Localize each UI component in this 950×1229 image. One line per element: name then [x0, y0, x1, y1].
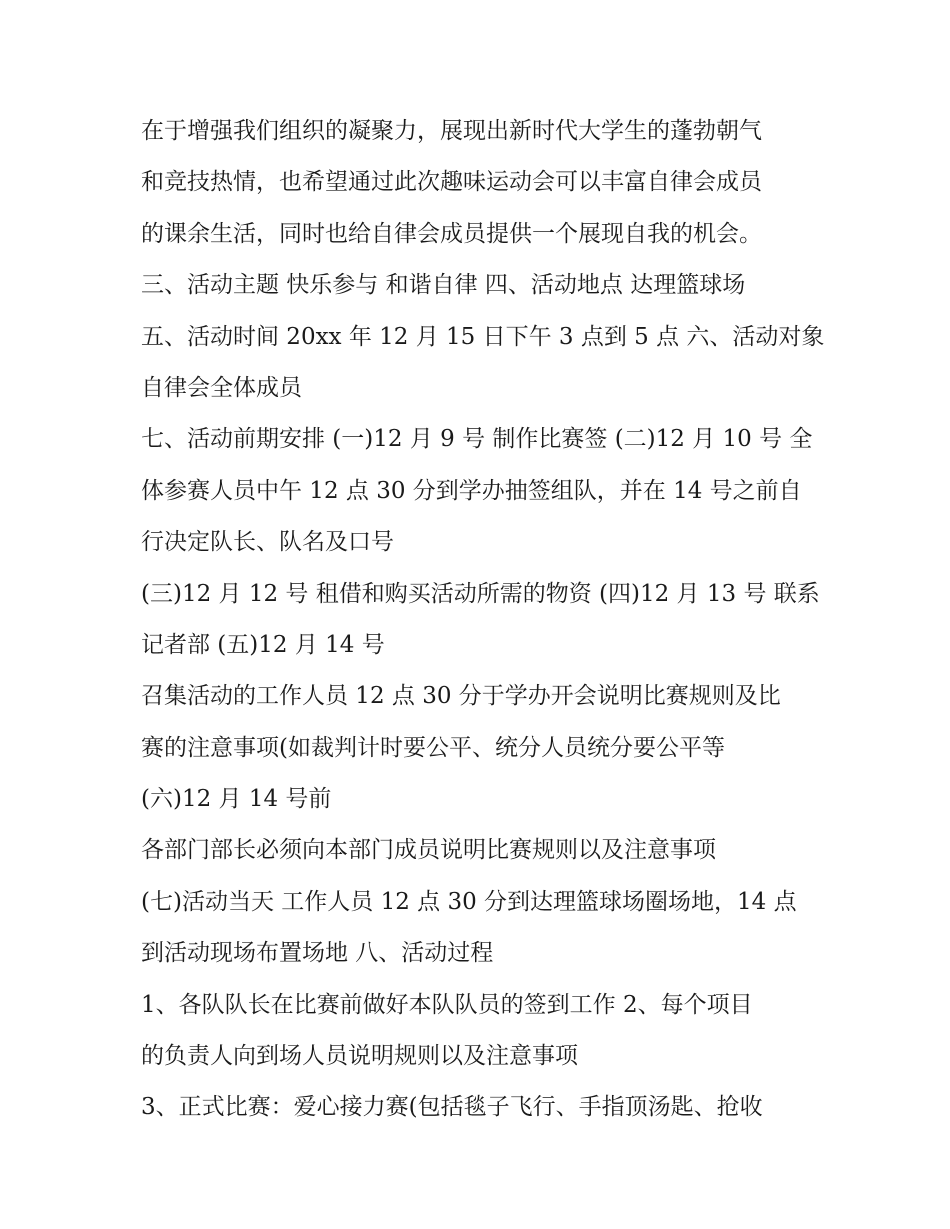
document-body — [141, 106, 825, 1134]
text-line: 3、正式比赛：爱心接力赛(包括毯子飞行、手指顶汤匙、抢收 — [141, 1094, 763, 1121]
text-line: 的负责人向到场人员说明规则以及注意事项 — [141, 1043, 578, 1070]
text-line: (六)12 月 14 号前 — [141, 786, 332, 813]
text-line: 1、各队队长在比赛前做好本队队员的签到工作 2、每个项目 — [141, 991, 753, 1018]
text-line: 到活动现场布置场地 八、活动过程 — [141, 940, 494, 967]
text-line: 召集活动的工作人员 12 点 30 分于学办开会说明比赛规则及比 — [141, 683, 781, 710]
text-line: (三)12 月 12 号 租借和购买活动所需的物资 (四)12 月 13 号 联系 — [141, 580, 820, 607]
text-line: 五、活动时间 20xx 年 12 月 15 日下午 3 点到 5 点 六、活动对象 — [141, 323, 825, 350]
text-line: 各部门部长必须向本部门成员说明比赛规则以及注意事项 — [141, 837, 716, 864]
text-line: 在于增强我们组织的凝聚力，展现出新时代大学生的蓬勃朝气 — [141, 118, 762, 144]
text-line: 记者部 (五)12 月 14 号 — [141, 631, 385, 658]
text-line: 赛的注意事项(如裁判计时要公平、统分人员统分要公平等 — [141, 734, 725, 761]
text-line: 三、活动主题 快乐参与 和谐自律 四、活动地点 达理篮球场 — [141, 272, 746, 299]
text-line: 七、活动前期安排 (一)12 月 9 号 制作比赛签 (二)12 月 10 号 全 — [141, 426, 813, 453]
text-line: 体参赛人员中午 12 点 30 分到学办抽签组队，并在 14 号之前自 — [141, 477, 802, 504]
text-line: 和竞技热情，也希望通过此次趣味运动会可以丰富自律会成员 — [141, 169, 762, 196]
text-line: 行决定队长、队名及口号 — [141, 529, 394, 556]
text-line: 的课余生活，同时也给自律会成员提供一个展现自我的机会。 — [141, 220, 762, 247]
text-line: 自律会全体成员 — [141, 374, 302, 401]
text-line: (七)活动当天 工作人员 12 点 30 分到达理篮球场圈场地，14 点 — [141, 888, 797, 915]
